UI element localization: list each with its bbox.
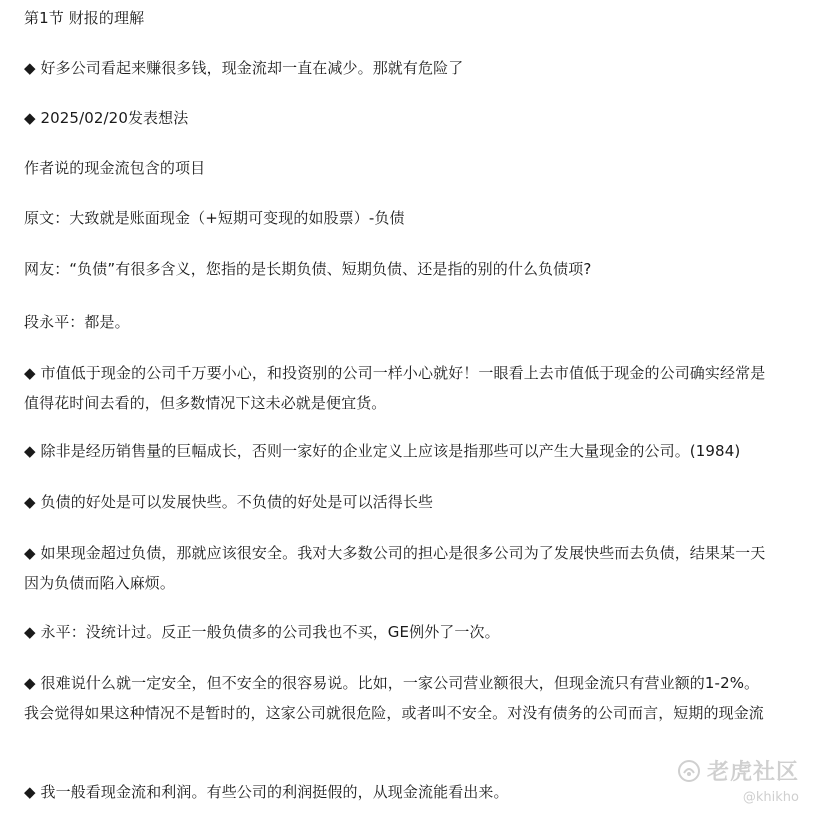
paragraph-10: ◆ 如果现金超过负债，那就应该很安全。我对大多数公司的担心是很多公司为了发展快些而去负债，结果某一天因为负债而陷入麻烦。 (24, 544, 766, 592)
paragraph-12: ◆ 很难说什么就一定安全，但不安全的很容易说。比如，一家公司营业额很大，但现金流只有营业额的1-2%。我会觉得如果这种情况不是暂时的，这家公司就很危险，或者叫不安全。对没有债务的公司而言，短期的现金流 (24, 674, 764, 722)
paragraph-6: 段永平：都是。 (24, 313, 130, 331)
watermark-brand-text: 老虎社区 (706, 760, 799, 785)
paragraph-11: ◆ 永平：没统计过。反正一般负债多的公司我也不买，GE例外了一次。 (24, 623, 500, 641)
paragraph-1: ◆ 好多公司看起来赚很多钱，现金流却一直在减少。那就有危险了 (24, 59, 464, 77)
watermark-brand (677, 755, 799, 786)
paragraph-3: 作者说的现金流包含的项目 (24, 159, 206, 177)
paragraph-2: ◆ 2025/02/20发表想法 (24, 109, 189, 127)
section-title: 第1节 财报的理解 (24, 9, 145, 27)
watermark-handle: @khikho (742, 790, 799, 805)
paragraph-5: 网友：“负债”有很多含义，您指的是长期负债、短期负债、还是指的别的什么负债项? (24, 260, 592, 278)
paragraph-4: 原文：大致就是账面现金（+短期可变现的如股票）-负债 (24, 209, 405, 227)
paragraph-9: ◆ 负债的好处是可以发展快些。不负债的好处是可以活得长些 (24, 493, 434, 511)
paragraph-8: ◆ 除非是经历销售量的巨幅成长，否则一家好的企业定义上应该是指那些可以产生大量现金的公司。(1984) (24, 442, 741, 460)
paragraph-13: ◆ 我一般看现金流和利润。有些公司的利润挺假的，从现金流能看出来。 (24, 783, 509, 801)
tiger-logo-icon (677, 759, 701, 783)
paragraph-7: ◆ 市值低于现金的公司千万要小心，和投资别的公司一样小心就好！一眼看上去市值低于现金的公司确实经常是值得花时间去看的，但多数情况下这未必就是便宜货。 (24, 364, 766, 412)
